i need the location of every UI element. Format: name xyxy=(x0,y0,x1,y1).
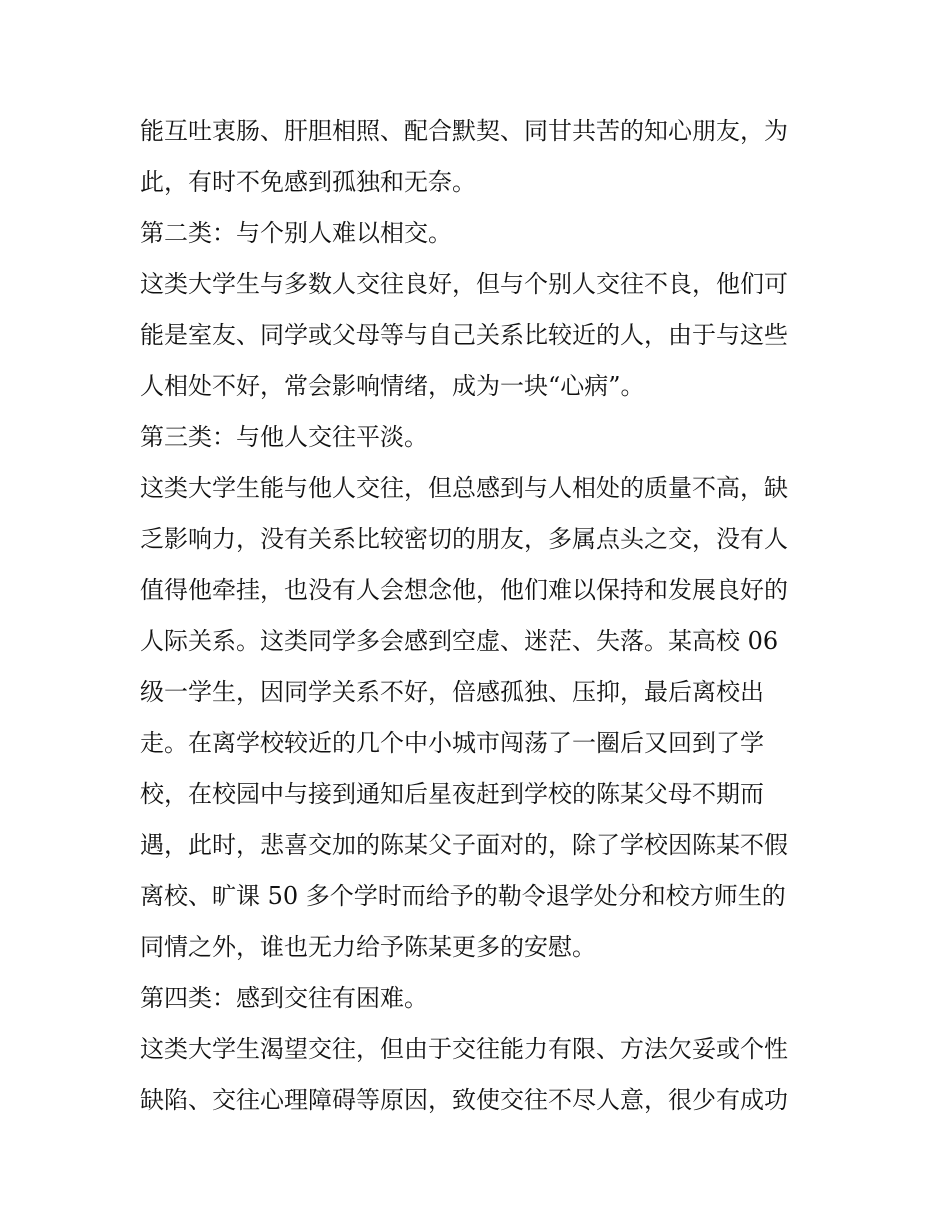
paragraph-line: 同情之外，谁也无力给予陈某更多的安慰。 xyxy=(140,933,596,961)
paragraph-line: 走。在离学校较近的几个中小城市闯荡了一圈后又回到了学 xyxy=(140,729,764,757)
section-heading-category-2: 第二类：与个别人难以相交。 xyxy=(140,219,452,247)
paragraph-line: 能互吐衷肠、肝胆相照、配合默契、同甘共苦的知心朋友，为 xyxy=(140,117,788,145)
paragraph-line: 能是室友、同学或父母等与自己关系比较近的人，由于与这些 xyxy=(140,321,788,349)
paragraph-line: 这类大学生与多数人交往良好，但与个别人交往不良，他们可 xyxy=(140,270,788,298)
paragraph-line: 乏影响力，没有关系比较密切的朋友，多属点头之交，没有人 xyxy=(140,525,788,553)
paragraph-line: 人际关系。这类同学多会感到空虚、迷茫、失落。某高校 06 xyxy=(140,627,779,655)
paragraph-line: 此，有时不免感到孤独和无奈。 xyxy=(140,168,476,196)
paragraph-line: 校，在校园中与接到通知后星夜赶到学校的陈某父母不期而 xyxy=(140,780,764,808)
paragraph-line: 离校、旷课 50 多个学时而给予的勒令退学处分和校方师生的 xyxy=(140,882,786,910)
paragraph-line: 这类大学生能与他人交往，但总感到与人相处的质量不高，缺 xyxy=(140,474,788,502)
paragraph-line: 人相处不好，常会影响情绪，成为一块“心病”。 xyxy=(140,372,645,400)
paragraph-line: 值得他牵挂，也没有人会想念他，他们难以保持和发展良好的 xyxy=(140,576,788,604)
paragraph-line: 遇，此时，悲喜交加的陈某父子面对的，除了学校因陈某不假 xyxy=(140,831,788,859)
section-heading-category-3: 第三类：与他人交往平淡。 xyxy=(140,423,428,451)
section-heading-category-4: 第四类：感到交往有困难。 xyxy=(140,984,428,1012)
paragraph-line: 级一学生，因同学关系不好，倍感孤独、压抑，最后离校出 xyxy=(140,678,764,706)
paragraph-line: 缺陷、交往心理障碍等原因，致使交往不尽人意，很少有成功 xyxy=(140,1086,788,1114)
paragraph-line: 这类大学生渴望交往，但由于交往能力有限、方法欠妥或个性 xyxy=(140,1035,788,1063)
